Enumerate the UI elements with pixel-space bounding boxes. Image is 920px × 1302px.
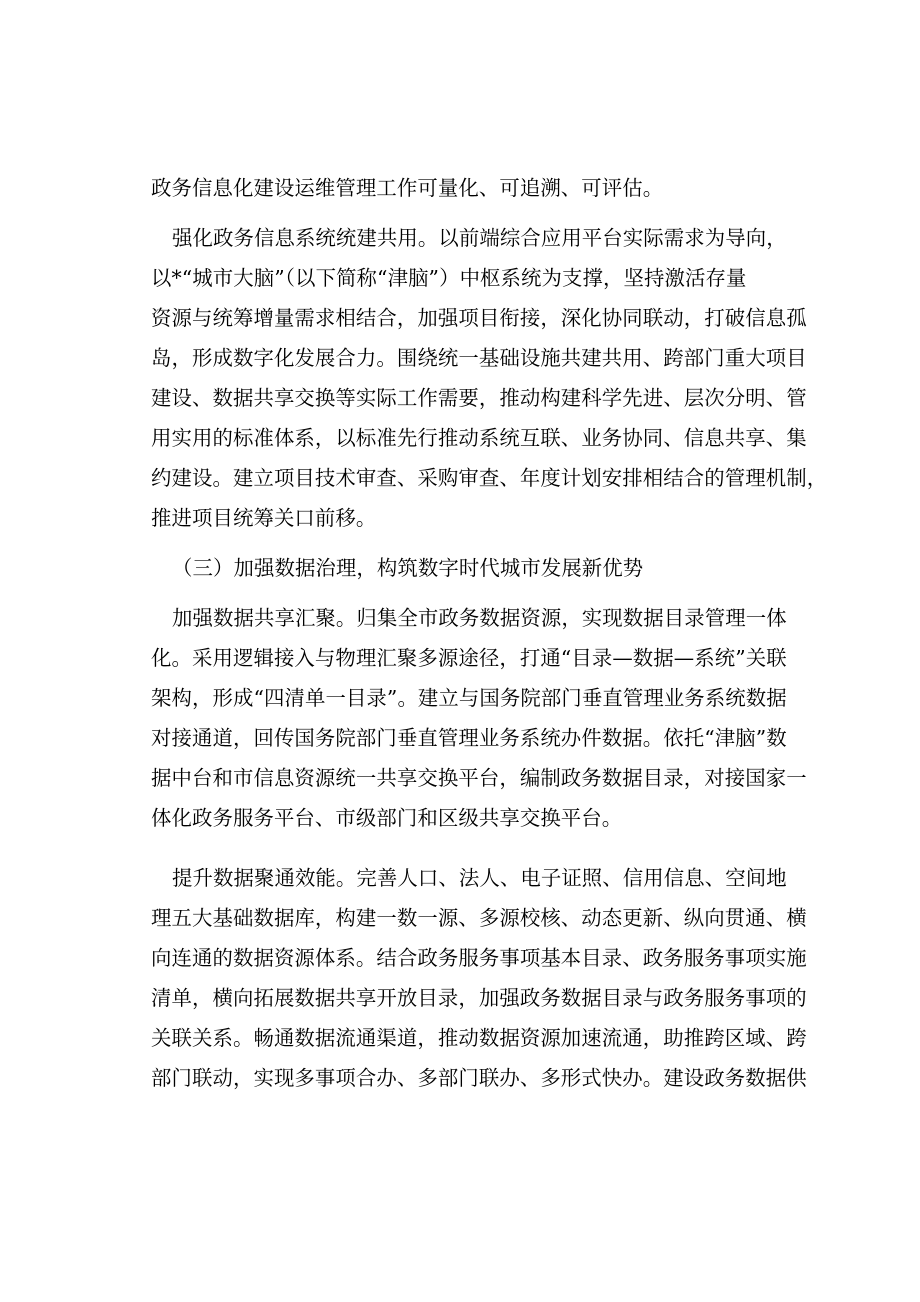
text-line: 用实用的标准体系，以标准先行推动系统互联、业务协同、信息共享、集 (151, 426, 807, 450)
text-line: 推进项目统筹关口前移。 (151, 506, 377, 530)
paragraph-data-efficiency (151, 858, 807, 1098)
text-line: 理五大基础数据库，构建一数一源、多源校核、动态更新、纵向贯通、横 (151, 906, 807, 930)
text-line: 清单，横向拓展数据共享开放目录，加强政务数据目录与政务服务事项的 (151, 986, 807, 1010)
paragraph-system-sharing (151, 218, 828, 538)
text-line: 化。采用逻辑接入与物理汇聚多源途径，打通“目录—数据—系统”关联 (151, 646, 787, 670)
text-line: 资源与统筹增量需求相结合，加强项目衔接，深化协同联动，打破信息孤 (151, 306, 807, 330)
text-line: 政务信息化建设运维管理工作可量化、可追溯、可评估。 (151, 176, 664, 200)
text-line: 强化政务信息系统统建共用。以前端综合应用平台实际需求为导向， (172, 226, 787, 250)
text-line: 约建设。建立项目技术审查、采购审查、年度计划安排相结合的管理机制， (151, 466, 828, 490)
heading-line: （三）加强数据治理，构筑数字时代城市发展新优势 (172, 556, 644, 580)
text-line: 据中台和市信息资源统一共享交换平台，编制政务数据目录，对接国家一 (151, 766, 807, 790)
text-line: 体化政务服务平台、市级部门和区级共享交换平台。 (151, 806, 623, 830)
text-line: 对接通道，回传国务院部门垂直管理业务系统办件数据。依托“津脑”数 (151, 726, 787, 750)
paragraph-continuation (151, 168, 773, 208)
text-line: 关联关系。畅通数据流通渠道，推动数据资源加速流通，助推跨区域、跨 (151, 1026, 807, 1050)
text-line: 加强数据共享汇聚。归集全市政务数据资源，实现数据目录管理一体 (172, 606, 787, 630)
text-line: 向连通的数据资源体系。结合政务服务事项基本目录、政务服务事项实施 (151, 946, 807, 970)
text-line: 以*“城市大脑”（以下简称“津脑”）中枢系统为支撑，坚持激活存量 (151, 266, 747, 290)
document-body (151, 168, 828, 1098)
text-line: 提升数据聚通效能。完善人口、法人、电子证照、信用信息、空间地 (172, 866, 787, 890)
section-heading (151, 548, 773, 588)
text-line: 岛，形成数字化发展合力。围绕统一基础设施共建共用、跨部门重大项目 (151, 346, 807, 370)
text-line: 架构，形成“四清单一目录”。建立与国务院部门垂直管理业务系统数据 (151, 686, 787, 710)
text-line: 部门联动，实现多事项合办、多部门联办、多形式快办。建设政务数据供 (151, 1066, 807, 1090)
paragraph-data-aggregation (151, 598, 807, 838)
text-line: 建设、数据共享交换等实际工作需要，推动构建科学先进、层次分明、管 (151, 386, 807, 410)
